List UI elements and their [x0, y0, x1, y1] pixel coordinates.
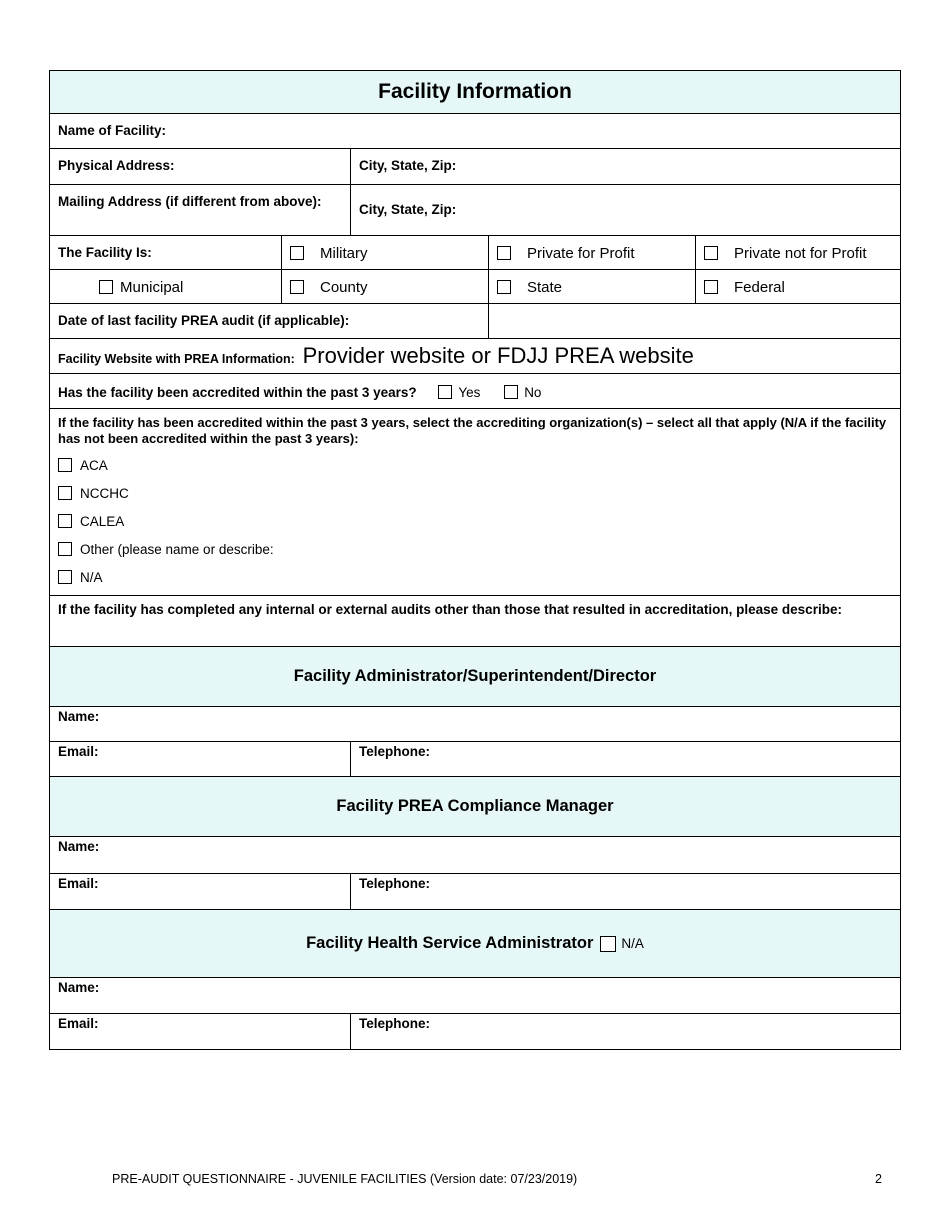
name-of-facility-field[interactable]: [50, 114, 900, 148]
prea-section-header: [50, 776, 900, 836]
municipal-checkbox[interactable]: [99, 280, 113, 294]
city-state-zip-label: City, State, Zip:: [359, 158, 457, 173]
no-label: No: [524, 385, 542, 400]
physical-address-label: Physical Address:: [58, 158, 175, 173]
physical-address-row: [50, 148, 900, 184]
option-military[interactable]: [281, 236, 488, 269]
option-private-not-for-profit[interactable]: [695, 236, 900, 269]
military-label: Military: [320, 245, 368, 262]
county-label: County: [320, 279, 368, 296]
org-other[interactable]: [58, 535, 892, 563]
name-label: Name:: [58, 980, 100, 995]
telephone-label: Telephone:: [359, 1016, 431, 1031]
facility-is-label: The Facility Is:: [58, 245, 152, 260]
private-not-for-profit-label: Private not for Profit: [734, 245, 867, 262]
facility-is-cell: [50, 236, 281, 269]
last-audit-input[interactable]: [488, 304, 900, 338]
health-na-checkbox[interactable]: [600, 936, 616, 952]
name-label: Name:: [58, 709, 100, 724]
email-label: Email:: [58, 744, 99, 759]
health-name-field[interactable]: [50, 978, 900, 1013]
health-email-field[interactable]: [50, 1014, 350, 1049]
physical-city-state-zip-field[interactable]: [350, 149, 900, 184]
no-checkbox[interactable]: [504, 385, 518, 399]
ncchc-label: NCCHC: [80, 485, 129, 501]
ncchc-checkbox[interactable]: [58, 486, 72, 500]
org-calea[interactable]: [58, 507, 892, 535]
facility-type-row-2: [50, 269, 900, 303]
other-label: Other (please name or describe:: [80, 541, 274, 557]
accredited-cell: [50, 374, 900, 408]
aca-label: ACA: [80, 457, 108, 473]
federal-label: Federal: [734, 279, 785, 296]
health-name-row: [50, 977, 900, 1013]
mailing-city-state-zip-field[interactable]: [350, 185, 900, 235]
state-label: State: [527, 279, 563, 296]
other-audits-field[interactable]: [50, 596, 900, 646]
option-state[interactable]: [488, 270, 695, 303]
mailing-address-field[interactable]: [50, 185, 350, 235]
last-audit-row: [50, 303, 900, 338]
form-title: Facility Information: [378, 80, 572, 103]
accredited-row: [50, 373, 900, 408]
municipal-label: Municipal: [120, 279, 184, 296]
calea-checkbox[interactable]: [58, 514, 72, 528]
other-audits-question: If the facility has completed any internal or external audits other than those that resulted in accreditation, please describe:: [58, 602, 842, 617]
yes-label: Yes: [458, 385, 481, 400]
city-state-zip-label: City, State, Zip:: [359, 202, 457, 217]
last-audit-label: Date of last facility PREA audit (if applicable):: [58, 313, 350, 328]
accrediting-orgs-row: [50, 408, 900, 595]
option-private-for-profit[interactable]: [488, 236, 695, 269]
physical-address-field[interactable]: [50, 149, 350, 184]
org-aca[interactable]: [58, 451, 892, 479]
federal-checkbox[interactable]: [704, 280, 718, 294]
mailing-address-row: [50, 184, 900, 235]
private-for-profit-checkbox[interactable]: [497, 246, 511, 260]
private-not-for-profit-checkbox[interactable]: [704, 246, 718, 260]
mailing-address-label: Mailing Address (if different from above):: [58, 194, 322, 209]
yes-checkbox[interactable]: [438, 385, 452, 399]
website-value: Provider website or FDJJ PREA website: [302, 343, 694, 368]
footer-text: PRE-AUDIT QUESTIONNAIRE - JUVENILE FACILITIES (Version date: 07/23/2019): [112, 1172, 578, 1186]
admin-section-header: [50, 646, 900, 706]
health-section-title: Facility Health Service Administrator: [306, 934, 594, 952]
page-number: 2: [875, 1172, 882, 1186]
no-option[interactable]: [504, 385, 541, 400]
prea-email-field[interactable]: [50, 874, 350, 909]
admin-contact-row: [50, 741, 900, 776]
yes-option[interactable]: [438, 385, 484, 400]
facility-type-row-1: [50, 235, 900, 269]
telephone-label: Telephone:: [359, 876, 431, 891]
option-federal[interactable]: [695, 270, 900, 303]
admin-telephone-field[interactable]: [350, 742, 900, 776]
other-checkbox[interactable]: [58, 542, 72, 556]
email-label: Email:: [58, 1016, 99, 1031]
admin-email-field[interactable]: [50, 742, 350, 776]
na-label: N/A: [80, 569, 103, 585]
website-field[interactable]: [50, 339, 900, 373]
admin-name-field[interactable]: [50, 707, 900, 741]
option-municipal[interactable]: [50, 270, 281, 303]
telephone-label: Telephone:: [359, 744, 431, 759]
name-of-facility-row[interactable]: [50, 113, 900, 148]
na-checkbox[interactable]: [58, 570, 72, 584]
admin-name-row: [50, 706, 900, 741]
calea-label: CALEA: [80, 513, 125, 529]
prea-section-title: Facility PREA Compliance Manager: [336, 797, 614, 815]
website-label: Facility Website with PREA Information:: [58, 352, 295, 366]
last-audit-label-cell: [50, 304, 488, 338]
org-na[interactable]: [58, 563, 892, 591]
prea-name-row: [50, 836, 900, 873]
name-of-facility-label: Name of Facility:: [58, 123, 167, 138]
health-section-header: [50, 909, 900, 977]
health-telephone-field[interactable]: [350, 1014, 900, 1049]
private-for-profit-label: Private for Profit: [527, 245, 635, 262]
admin-section-title: Facility Administrator/Superintendent/Director: [293, 667, 657, 685]
health-contact-row: [50, 1013, 900, 1049]
health-na-label: N/A: [621, 936, 644, 951]
aca-checkbox[interactable]: [58, 458, 72, 472]
option-county[interactable]: [281, 270, 488, 303]
email-label: Email:: [58, 876, 99, 891]
name-label: Name:: [58, 839, 100, 854]
prea-name-field[interactable]: [50, 837, 900, 873]
accrediting-question: If the facility has been accredited within the past 3 years, select the accrediting organization(s) – select all that apply (N/A if the facility has not been accredited within the past 3 years):: [58, 415, 887, 446]
accrediting-orgs-cell: [50, 409, 900, 595]
prea-contact-row: [50, 873, 900, 909]
other-audits-row: [50, 595, 900, 646]
military-checkbox[interactable]: [290, 246, 304, 260]
website-row: [50, 338, 900, 373]
accredited-question: Has the facility been accredited within the past 3 years?: [58, 385, 417, 400]
title-row: [50, 71, 900, 113]
facility-information-form: [49, 70, 901, 1050]
county-checkbox[interactable]: [290, 280, 304, 294]
prea-telephone-field[interactable]: [350, 874, 900, 909]
state-checkbox[interactable]: [497, 280, 511, 294]
org-ncchc[interactable]: [58, 479, 892, 507]
